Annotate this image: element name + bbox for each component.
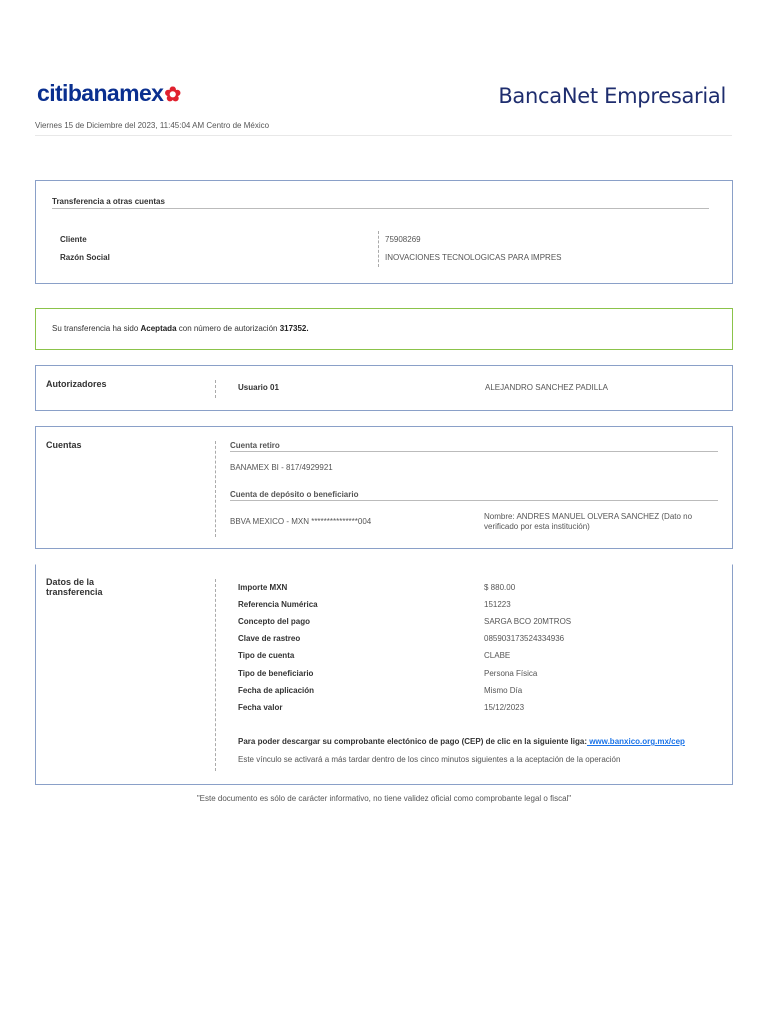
datos-title-line1: Datos de la [46,577,95,587]
status-middle: con número de autorización [176,324,280,333]
row-label: Fecha valor [238,703,283,712]
cep-link[interactable]: www.banxico.org.mx/cep [586,737,685,746]
row-value: $ 880.00 [484,583,516,592]
cuentas-title: Cuentas [46,440,82,450]
row-value: 15/12/2023 [484,703,525,712]
cuenta-retiro-underline [230,451,718,452]
status-message [52,324,309,333]
cuentas-box [35,426,733,549]
cep-instructions [238,737,685,746]
cuenta-retiro-value: BANAMEX BI - 817/4929921 [230,463,333,472]
logo-flower-icon: ✿ [164,84,181,106]
row-label: Concepto del pago [238,617,310,626]
user-label: Usuario 01 [238,383,279,392]
row-label: Fecha de aplicación [238,686,315,695]
transfer-title-underline [52,208,709,209]
client-value: 75908269 [385,235,421,244]
logo-citi: citi [37,80,68,106]
autorizadores-box [35,365,733,411]
bancanet-brand: BancaNet Empresarial [498,84,726,108]
cuenta-retiro-label: Cuenta retiro [230,441,280,450]
cuenta-deposito-value: BBVA MEXICO - MXN ***************004 [230,517,372,526]
row-value: Persona Física [484,669,538,678]
row-value: SARGA BCO 20MTROS [484,617,572,626]
row-label: Tipo de beneficiario [238,669,314,678]
beneficiary-note: Nombre: ANDRES MANUEL OLVERA SANCHEZ (Dato no verificado por esta institución) [484,512,693,531]
transfer-separator [378,231,379,267]
datos-box [35,564,733,785]
row-label: Referencia Numérica [238,600,318,609]
datos-title [46,577,103,597]
cuentas-separator [215,441,216,537]
cuenta-deposito-underline [230,500,718,501]
row-value: 151223 [484,600,511,609]
row-value: CLABE [484,651,511,660]
row-label: Tipo de cuenta [238,651,295,660]
status-prefix: Su transferencia ha sido [52,324,141,333]
status-auth-number: 317352. [279,324,309,333]
status-box [35,308,733,350]
autorizadores-separator [215,380,216,398]
status-state: Aceptada [140,324,177,333]
razon-social-value: INOVACIONES TECNOLOGICAS PARA IMPRES [385,253,562,262]
date-line: Viernes 15 de Diciembre del 2023, 11:45:04 AM Centro de México [35,121,270,130]
row-value: 085903173524334936 [484,634,565,643]
row-value: Mismo Día [484,686,523,695]
client-label: Cliente [60,235,87,244]
citibanamex-logo [37,80,181,107]
cuenta-deposito-label: Cuenta de depósito o beneficiario [230,490,359,499]
user-value: ALEJANDRO SANCHEZ PADILLA [485,383,608,392]
razon-social-label: Razón Social [60,253,110,262]
row-label: Importe MXN [238,583,288,592]
datos-separator [215,579,216,771]
cep-text: Para poder descargar su comprobante electónico de pago (CEP) de clic en la siguiente liga: [238,737,587,746]
footer-disclaimer: "Este documento es sólo de carácter informativo, no tiene validez oficial como comprobante legal o fiscal" [196,794,572,803]
row-label: Clave de rastreo [238,634,301,643]
autorizadores-title: Autorizadores [46,379,107,389]
cep-note: Este vínculo se activará a más tardar dentro de los cinco minutos siguientes a la aceptación de la operación [238,755,621,764]
header-divider [35,135,732,136]
transfer-info-box [35,180,733,284]
logo-banamex: banamex [67,80,164,106]
transfer-title: Transferencia a otras cuentas [52,197,165,206]
datos-title-line2: transferencia [46,587,103,597]
